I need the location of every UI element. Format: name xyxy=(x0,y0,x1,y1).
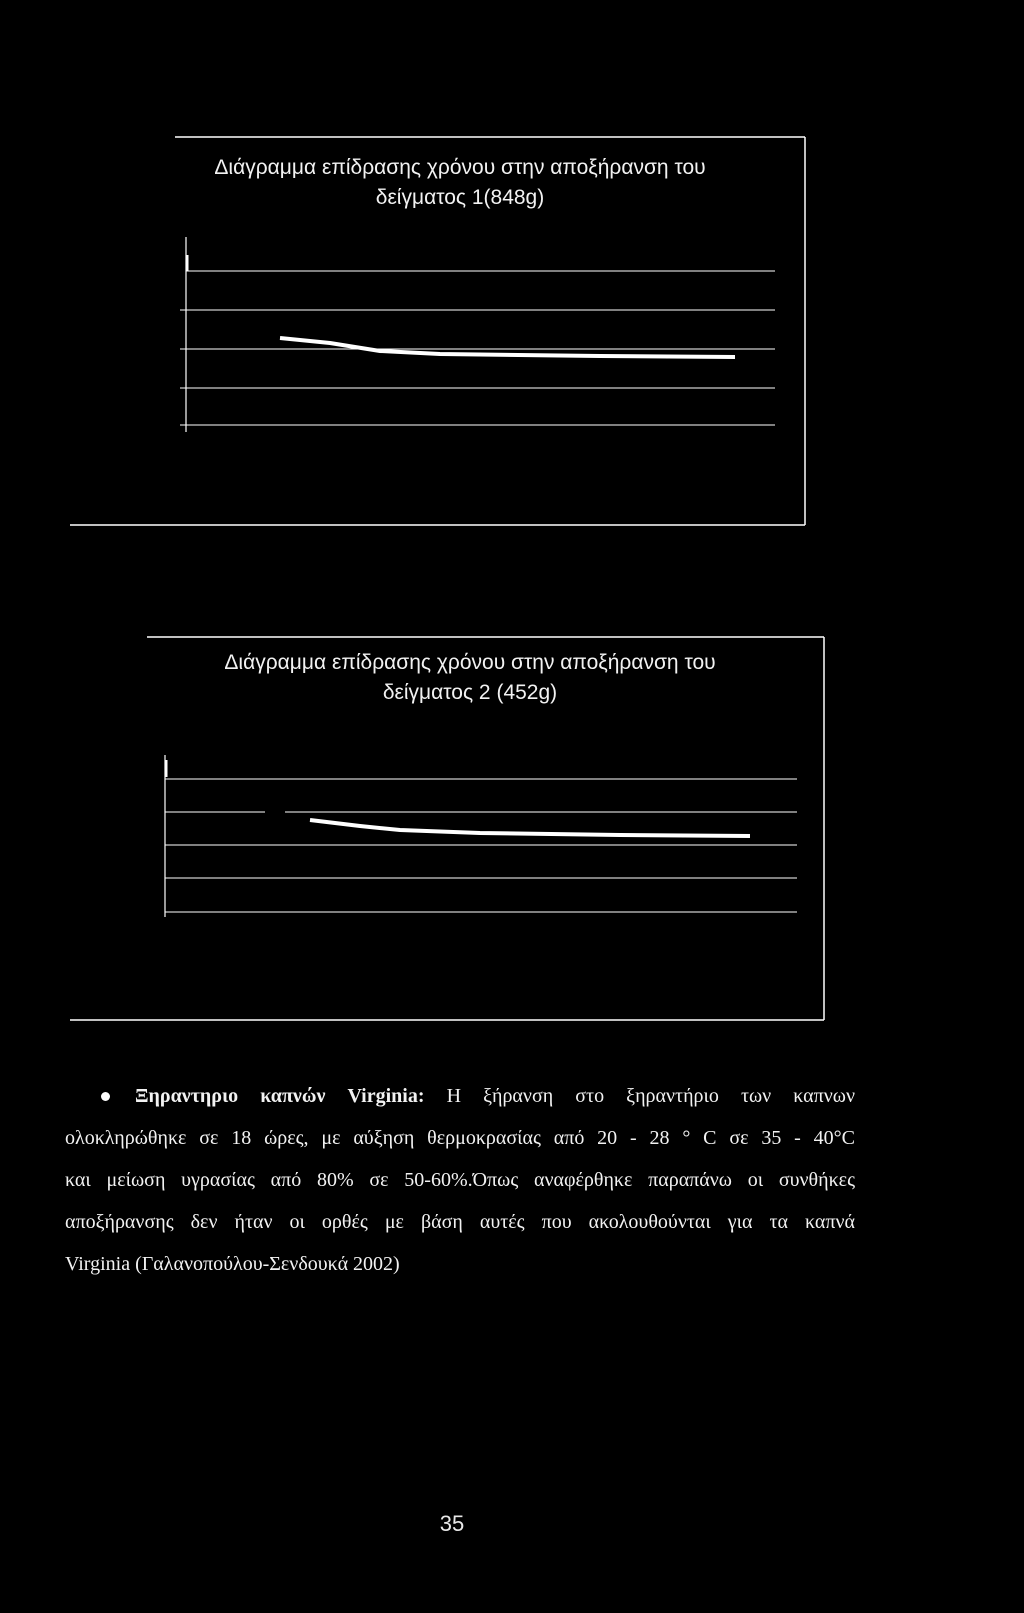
page-number: 35 xyxy=(439,1511,465,1536)
figure-1-title-line-1: Διάγραμμα επίδρασης χρόνου στην αποξήρανση του xyxy=(214,156,706,179)
paragraph-line-3: και μείωση υγρασίας από 80% σε 50-60%.Όπως αναφέρθηκε παραπάνω οι συνθήκες xyxy=(65,1169,855,1191)
figure-2-plot xyxy=(165,755,797,917)
figure-1-series-line xyxy=(280,338,735,357)
paragraph-line-2: ολοκληρώθηκε σε 18 ώρες, με αύξηση θερμοκρασίας από 20 - 28 ° C σε 35 - 40°C xyxy=(65,1127,855,1149)
figure-1-plot xyxy=(180,237,775,432)
figure-1-title-line-2: δείγματος 1(848g) xyxy=(375,186,545,209)
body-paragraph xyxy=(65,1075,855,1285)
figure-2-series-line xyxy=(310,820,750,836)
figure-2-title-line-2: δείγματος 2 (452g) xyxy=(382,681,558,704)
figure-1-title xyxy=(180,153,740,213)
paragraph-heading: Ξηραντηριο καπνών Virginia: xyxy=(135,1085,425,1107)
paragraph-line-4: αποξήρανσης δεν ήταν οι ορθές με βάση αυτές που ακολουθούνται για τα καπνά xyxy=(65,1211,855,1233)
paragraph-line-1 xyxy=(65,1075,855,1117)
figure-2-title xyxy=(190,648,750,708)
paragraph-line-5: Virginia (Γαλανοπούλου-Σενδουκά 2002) xyxy=(65,1253,400,1275)
paragraph-line-1-text: Η ξήρανση στο ξηραντήριο των καπνων xyxy=(424,1085,855,1107)
figure-2-title-line-1: Διάγραμμα επίδρασης χρόνου στην αποξήρανση του xyxy=(224,651,716,674)
